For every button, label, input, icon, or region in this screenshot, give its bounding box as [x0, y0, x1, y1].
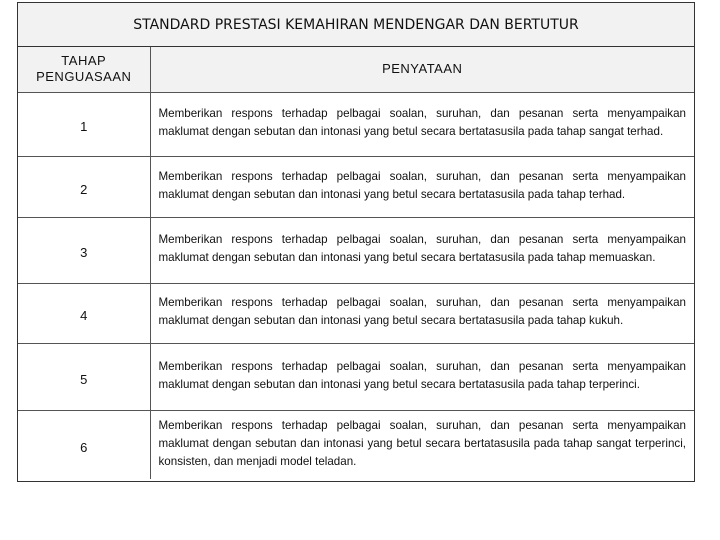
table-row [18, 92, 694, 156]
level-cell: 3 [18, 217, 150, 283]
level-cell: 4 [18, 283, 150, 343]
statement-cell: Memberikan respons terhadap pelbagai soalan, suruhan, dan pesanan serta menyampaikan maklumat dengan sebutan dan intonasi yang betul secara bertatasusila pada tahap terhad. [150, 156, 694, 217]
column-header-level: TAHAP PENGUASAAN [18, 47, 150, 92]
level-cell: 6 [18, 410, 150, 479]
level-cell: 5 [18, 343, 150, 410]
table-row [18, 283, 694, 343]
performance-standard-table [18, 47, 694, 479]
statement-cell: Memberikan respons terhadap pelbagai soalan, suruhan, dan pesanan serta menyampaikan maklumat dengan sebutan dan intonasi yang betul secara bertatasusila pada tahap terperinci. [150, 343, 694, 410]
table-row [18, 156, 694, 217]
column-header-statement: PENYATAAN [150, 47, 694, 92]
performance-standard-sheet [17, 2, 695, 482]
statement-cell: Memberikan respons terhadap pelbagai soalan, suruhan, dan pesanan serta menyampaikan maklumat dengan sebutan dan intonasi yang betul secara bertatasusila pada tahap sangat terhad. [150, 92, 694, 156]
table-row [18, 410, 694, 479]
statement-cell: Memberikan respons terhadap pelbagai soalan, suruhan, dan pesanan serta menyampaikan maklumat dengan sebutan dan intonasi yang betul secara bertatasusila pada tahap memuaskan. [150, 217, 694, 283]
statement-cell: Memberikan respons terhadap pelbagai soalan, suruhan, dan pesanan serta menyampaikan maklumat dengan sebutan dan intonasi yang betul secara bertatasusila pada tahap kukuh. [150, 283, 694, 343]
table-header-row [18, 47, 694, 92]
page-title: STANDARD PRESTASI KEMAHIRAN MENDENGAR DAN BERTUTUR [18, 3, 694, 47]
level-cell: 2 [18, 156, 150, 217]
table-row [18, 343, 694, 410]
statement-cell: Memberikan respons terhadap pelbagai soalan, suruhan, dan pesanan serta menyampaikan maklumat dengan sebutan dan intonasi yang betul secara bertatasusila pada tahap sangat terperinci, konsisten, dan menjadi model teladan. [150, 410, 694, 479]
level-cell: 1 [18, 92, 150, 156]
table-row [18, 217, 694, 283]
